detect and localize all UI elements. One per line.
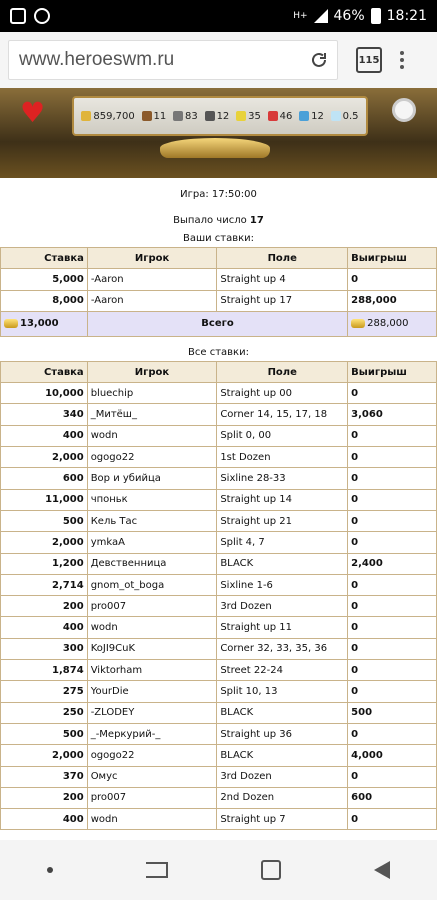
table-row: [1, 510, 437, 531]
column-header-bet: Ставка: [1, 248, 88, 269]
resource-gold: [81, 111, 134, 122]
mercury-icon: [205, 111, 215, 121]
bet-cell: 370: [1, 766, 88, 787]
resource-value: 12: [311, 110, 324, 122]
bet-cell: 1,200: [1, 553, 88, 574]
bet-cell: 600: [1, 468, 88, 489]
bet-cell: 2,000: [1, 447, 88, 468]
player-link[interactable]: YourDie: [87, 681, 217, 702]
player-link[interactable]: Девственница: [87, 553, 217, 574]
field-cell: Straight up 4: [217, 269, 348, 290]
field-cell: Straight up 14: [217, 489, 348, 510]
column-header-win: Выигрыш: [348, 361, 437, 382]
player-link[interactable]: Viktorham: [87, 660, 217, 681]
roulette-results: [0, 180, 437, 840]
your-bets-table: [0, 247, 437, 337]
total-label: Всего: [87, 311, 347, 336]
diamonds-icon: [331, 111, 341, 121]
player-link[interactable]: wodn: [87, 617, 217, 638]
field-cell: Straight up 00: [217, 383, 348, 404]
win-cell: 600: [348, 787, 437, 808]
result-line: [0, 215, 437, 229]
table-row: [1, 489, 437, 510]
bet-cell: 300: [1, 638, 88, 659]
field-cell: BLACK: [217, 702, 348, 723]
player-link[interactable]: gnom_ot_boga: [87, 574, 217, 595]
player-link[interactable]: pro007: [87, 787, 217, 808]
clock: 18:21: [386, 8, 427, 24]
player-link[interactable]: -ZLODEY: [87, 702, 217, 723]
bet-cell: 2,714: [1, 574, 88, 595]
table-row: [1, 553, 437, 574]
win-cell: 0: [348, 766, 437, 787]
field-cell: Sixline 28-33: [217, 468, 348, 489]
win-cell: 0: [348, 532, 437, 553]
column-header-field: Поле: [217, 361, 348, 382]
total-win: 288,000: [348, 311, 437, 336]
home-icon[interactable]: [261, 860, 281, 880]
bet-cell: 2,000: [1, 745, 88, 766]
dot-icon[interactable]: [47, 867, 53, 873]
ring-icon[interactable]: [392, 98, 416, 122]
table-row: [1, 787, 437, 808]
field-cell: Sixline 1-6: [217, 574, 348, 595]
field-cell: 1st Dozen: [217, 447, 348, 468]
resource-crystals: [268, 111, 293, 122]
win-cell: 0: [348, 660, 437, 681]
bet-cell: 5,000: [1, 269, 88, 290]
gold-icon: [351, 319, 365, 328]
table-row: [1, 290, 437, 311]
sulfur-icon: [236, 111, 246, 121]
bet-cell: 400: [1, 617, 88, 638]
result-number: 17: [249, 215, 264, 226]
win-cell: 0: [348, 489, 437, 510]
back-icon[interactable]: [374, 861, 390, 879]
table-row: [1, 447, 437, 468]
table-row: [1, 723, 437, 744]
field-cell: 3rd Dozen: [217, 596, 348, 617]
ore-icon: [173, 111, 183, 121]
win-cell: 0: [348, 596, 437, 617]
bet-cell: 275: [1, 681, 88, 702]
bet-cell: 200: [1, 787, 88, 808]
win-cell: 0: [348, 809, 437, 830]
table-header-row: [1, 248, 437, 269]
table-row: [1, 269, 437, 290]
address-bar[interactable]: [8, 40, 338, 80]
player-link[interactable]: wodn: [87, 809, 217, 830]
battery-percent: 46%: [333, 8, 365, 24]
player-link[interactable]: Вор и убийца: [87, 468, 217, 489]
bet-cell: 10,000: [1, 383, 88, 404]
resource-value: 83: [185, 110, 198, 122]
table-row: [1, 383, 437, 404]
table-row: [1, 425, 437, 446]
win-cell: 288,000: [348, 290, 437, 311]
player-link[interactable]: pro007: [87, 596, 217, 617]
win-cell: 0: [348, 723, 437, 744]
win-cell: 0: [348, 269, 437, 290]
column-header-player: Игрок: [87, 248, 217, 269]
image-icon: [34, 8, 50, 24]
table-row: [1, 809, 437, 830]
win-cell: 0: [348, 681, 437, 702]
field-cell: Corner 32, 33, 35, 36: [217, 638, 348, 659]
field-cell: 2nd Dozen: [217, 787, 348, 808]
resource-wood: [142, 111, 167, 122]
field-cell: 3rd Dozen: [217, 766, 348, 787]
field-cell: Split 10, 13: [217, 681, 348, 702]
player-link[interactable]: чпоньк: [87, 489, 217, 510]
table-row: [1, 638, 437, 659]
notification-icon: [10, 8, 26, 24]
player-link[interactable]: ogogo22: [87, 447, 217, 468]
wood-icon: [142, 111, 152, 121]
url-text: www.heroeswm.ru: [19, 49, 175, 70]
win-cell: 3,060: [348, 404, 437, 425]
recents-icon[interactable]: [146, 862, 168, 878]
field-cell: BLACK: [217, 553, 348, 574]
browser-toolbar: [0, 32, 437, 88]
game-header: [0, 88, 437, 178]
resource-diamonds: [331, 111, 359, 122]
win-cell: 0: [348, 617, 437, 638]
all-bets-title: Все ставки:: [188, 346, 249, 358]
player-link[interactable]: _Митёш_: [87, 404, 217, 425]
table-row: [1, 745, 437, 766]
total-row: [1, 311, 437, 336]
table-row: [1, 404, 437, 425]
field-cell: Split 0, 00: [217, 425, 348, 446]
player-link[interactable]: ymkaA: [87, 532, 217, 553]
table-row: [1, 596, 437, 617]
player-link[interactable]: KoJI9CuK: [87, 638, 217, 659]
win-cell: 0: [348, 468, 437, 489]
column-header-win: Выигрыш: [348, 248, 437, 269]
table-row: [1, 766, 437, 787]
player-link[interactable]: Кель Тас: [87, 510, 217, 531]
tab-switcher-button[interactable]: 115: [356, 47, 382, 73]
bet-cell: 400: [1, 809, 88, 830]
player-link[interactable]: bluechip: [87, 383, 217, 404]
resource-value: 0.5: [342, 110, 359, 122]
resource-value: 35: [248, 110, 261, 122]
player-link[interactable]: Омус: [87, 766, 217, 787]
table-header-row: [1, 361, 437, 382]
win-cell: 0: [348, 425, 437, 446]
overflow-menu-icon[interactable]: [400, 51, 404, 69]
resource-mercury: [205, 111, 230, 122]
win-cell: 500: [348, 702, 437, 723]
bet-cell: 1,874: [1, 660, 88, 681]
bet-cell: 500: [1, 723, 88, 744]
column-header-bet: Ставка: [1, 361, 88, 382]
result-prefix: Выпало число: [173, 215, 250, 226]
field-cell: Straight up 36: [217, 723, 348, 744]
all-bets-table: [0, 361, 437, 831]
table-row: [1, 681, 437, 702]
player-link[interactable]: wodn: [87, 425, 217, 446]
resource-value: 859,700: [93, 110, 135, 122]
android-nav-bar: [0, 840, 437, 900]
resource-value: 46: [279, 110, 293, 122]
reload-icon[interactable]: [301, 42, 337, 78]
total-bet: 13,000: [1, 311, 88, 336]
resource-value: 12: [216, 110, 230, 122]
player-link[interactable]: ogogo22: [87, 745, 217, 766]
heart-icon[interactable]: ♥: [20, 96, 46, 129]
player-link[interactable]: -Aaron: [87, 269, 217, 290]
signal-icon: [314, 9, 328, 23]
game-time: Игра: 17:50:00: [180, 189, 257, 200]
resource-sulfur: [236, 111, 261, 122]
network-type-icon: H+: [293, 10, 308, 21]
bet-cell: 250: [1, 702, 88, 723]
field-cell: Straight up 11: [217, 617, 348, 638]
your-bets-title: Ваши ставки:: [182, 233, 255, 244]
field-cell: Street 22-24: [217, 660, 348, 681]
status-bar: [0, 0, 437, 32]
table-row: [1, 574, 437, 595]
win-cell: 0: [348, 574, 437, 595]
table-row: [1, 702, 437, 723]
bet-cell: 400: [1, 425, 88, 446]
win-cell: 0: [348, 383, 437, 404]
field-cell: Straight up 21: [217, 510, 348, 531]
resource-ore: [173, 111, 198, 122]
battery-icon: [371, 8, 381, 24]
bet-cell: 340: [1, 404, 88, 425]
table-row: [1, 617, 437, 638]
field-cell: Straight up 7: [217, 809, 348, 830]
bet-cell: 500: [1, 510, 88, 531]
field-cell: Split 4, 7: [217, 532, 348, 553]
gold-icon: [4, 319, 18, 328]
bet-cell: 8,000: [1, 290, 88, 311]
gems-icon: [299, 111, 309, 121]
win-cell: 0: [348, 638, 437, 659]
gold-icon: [81, 111, 91, 121]
column-header-field: Поле: [217, 248, 348, 269]
win-cell: 0: [348, 510, 437, 531]
bet-cell: 200: [1, 596, 88, 617]
player-link[interactable]: _-Меркурий-_: [87, 723, 217, 744]
resource-value: 11: [153, 110, 167, 122]
bet-cell: 2,000: [1, 532, 88, 553]
win-cell: 2,400: [348, 553, 437, 574]
crystals-icon: [268, 111, 278, 121]
bet-cell: 11,000: [1, 489, 88, 510]
win-cell: 4,000: [348, 745, 437, 766]
field-cell: BLACK: [217, 745, 348, 766]
column-header-player: Игрок: [87, 361, 217, 382]
resource-gems: [299, 111, 324, 122]
crown-ornament: [160, 138, 270, 158]
field-cell: Corner 14, 15, 17, 18: [217, 404, 348, 425]
player-link[interactable]: -Aaron: [87, 290, 217, 311]
win-cell: 0: [348, 447, 437, 468]
table-row: [1, 468, 437, 489]
field-cell: Straight up 17: [217, 290, 348, 311]
table-row: [1, 660, 437, 681]
table-row: [1, 532, 437, 553]
resource-bar: [72, 96, 368, 136]
